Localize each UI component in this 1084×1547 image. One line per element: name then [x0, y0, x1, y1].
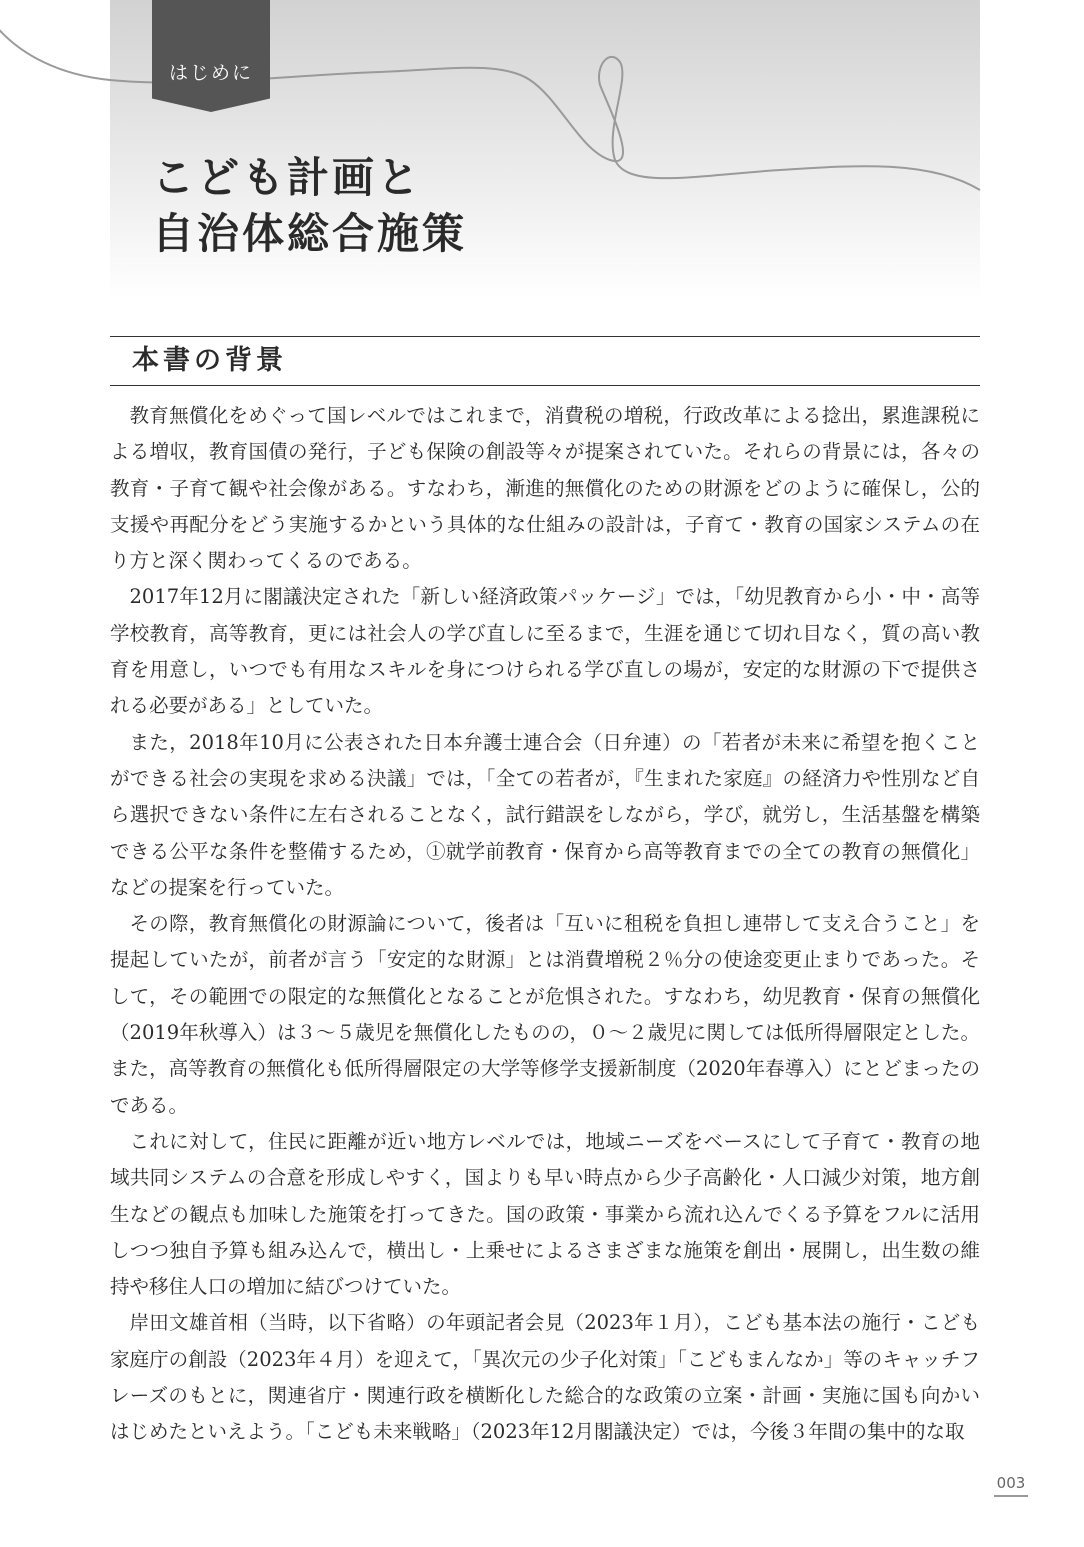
- paragraph: 岸田文雄首相（当時，以下省略）の年頭記者会見（2023年１月），こども基本法の施行・こども家庭庁の創設（2023年４月）を迎えて，「異次元の少子化対策」「こどもまんなか」等のキャッチフレーズのもとに，関連省庁・関連行政を横断化した総合的な政策の立案・計画・実施に国も向かいはじめたといえよう。「こども未来戦略」（2023年12月閣議決定）では，今後３年間の集中的な取: [110, 1311, 980, 1444]
- paragraph: これに対して，住民に距離が近い地方レベルでは，地域ニーズをベースにして子育て・教育の地域共同システムの合意を形成しやすく，国よりも早い時点から少子高齢化・人口減少対策，地方創生などの観点も加味した施策を打ってきた。国の政策・事業から流れ込んでくる予算をフルに活用しつつ独自予算も組み込んで，横出し・上乗せによるさまざまな施策を創出・展開し，出生数の維持や移住人口の増加に結びつけていた。: [110, 1129, 980, 1299]
- body-text: [110, 398, 980, 1451]
- chapter-tab-label: はじめに: [168, 62, 253, 84]
- chapter-tab: [152, 0, 270, 112]
- chapter-title: [152, 150, 467, 262]
- paragraph: その際，教育無償化の財源論について，後者は「互いに租税を負担し連帯して支え合うこと」を提起していたが，前者が言う「安定的な財源」とは消費増税２％分の使途変更止まりであった。そして，その範囲での限定的な無償化となることが危惧された。すなわち，幼児教育・保育の無償化（2019年秋導入）は３～５歳児を無償化したものの，０～２歳児に関しては低所得層限定とした。また，高等教育の無償化も低所得層限定の大学等修学支援新制度（2020年春導入）にとどまったのである。: [110, 912, 980, 1117]
- paragraph: 2017年12月に閣議決定された「新しい経済政策パッケージ」では，「幼児教育から小・中・高等学校教育，高等教育，更には社会人の学び直しに至るまで，生涯を通じて切れ目なく，質の高い教育を用意し，いつでも有用なスキルを身につけられる学び直しの場が，安定的な財源の下で提供される必要がある」としていた。: [110, 585, 980, 718]
- section-heading-box: [110, 336, 980, 386]
- section-heading: 本書の背景: [132, 345, 287, 376]
- paragraph: 教育無償化をめぐって国レベルではこれまで，消費税の増税，行政改革による捻出，累進課税による増収，教育国債の発行，子ども保険の創設等々が提案されていた。それらの背景には，各々の教育・子育て観や社会像がある。すなわち，漸進的無償化のための財源をどのように確保し，公的支援や再配分をどう実施するかという具体的な仕組みの設計は，子育て・教育の国家システムの在り方と深く関わってくるのである。: [110, 404, 980, 573]
- chapter-title-line-2: 自治体総合施策: [152, 209, 468, 258]
- chapter-title-line-1: こども計画と: [152, 153, 423, 202]
- page-number: 003: [994, 1474, 1028, 1497]
- paragraph: また，2018年10月に公表された日本弁護士連合会（日弁連）の「若者が未来に希望を抱くことができる社会の実現を求める決議」では，「全ての若者が，『生まれた家庭』の経済力や性別など自ら選択できない条件に左右されることなく，試行錯誤をしながら，学び，就労し，生活基盤を構築できる公平な条件を整備するため，①就学前教育・保育から高等教育までの全ての教育の無償化」などの提案を行っていた。: [110, 730, 980, 899]
